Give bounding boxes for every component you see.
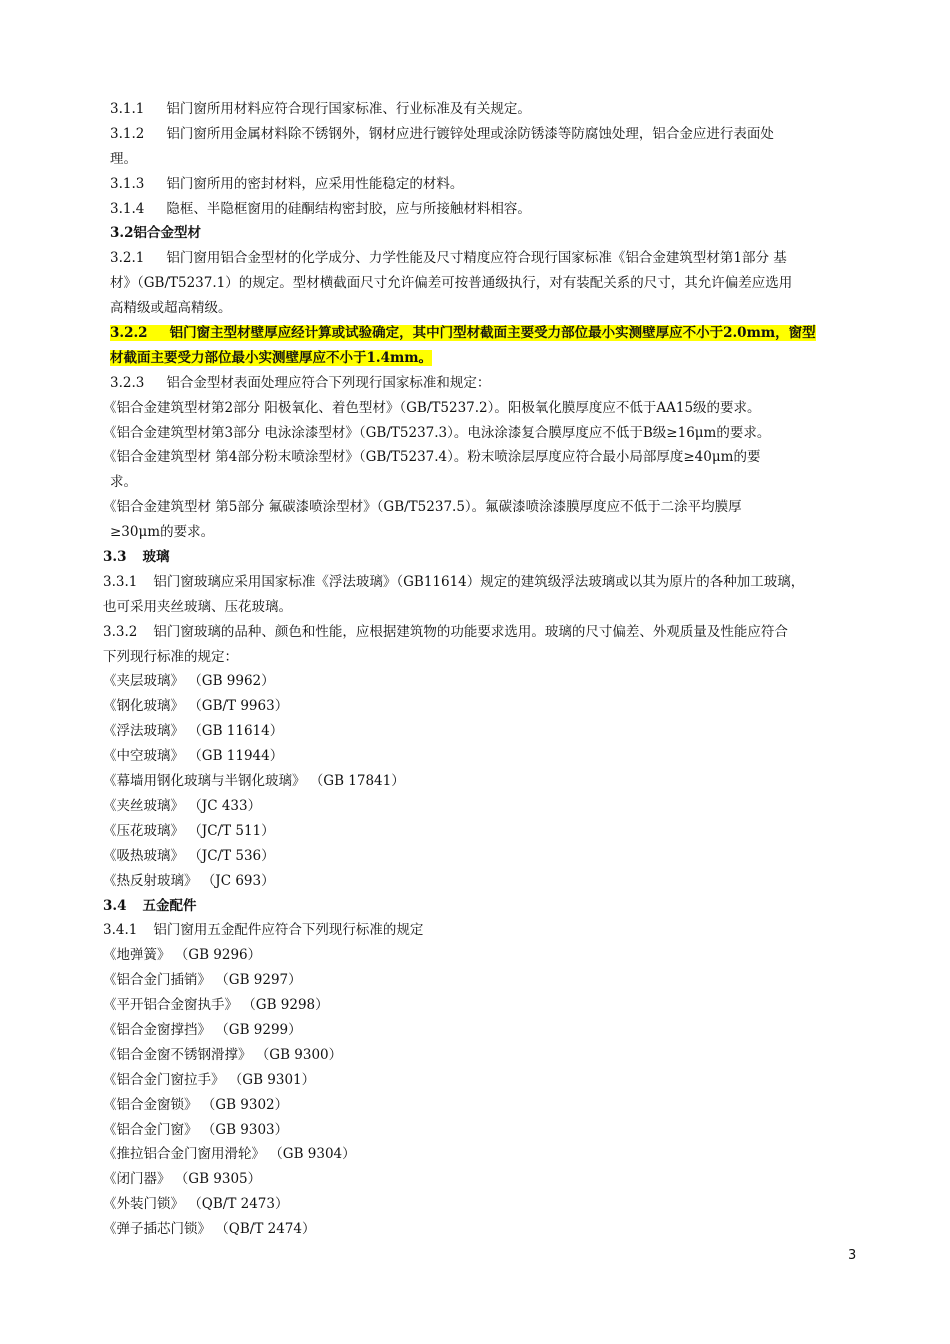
clause-text: 铝门窗主型材壁厚应经计算或试验确定，其中门型材截面主要受力部位最小实测壁厚应不小于2.0mm，窗型 (169, 325, 816, 342)
clause-number: 3.3.2 (103, 623, 138, 640)
list-item: 《钢化玻璃》 （GB/T 9963） (103, 698, 289, 715)
clause-3-2-2-highlighted (110, 321, 840, 346)
clause-text: 铝门窗所用的密封材料，应采用性能稳定的材料。 (166, 175, 464, 192)
clause-text: 铝门窗玻璃的品种、颜色和性能，应根据建筑物的功能要求选用。玻璃的尺寸偏差、外观质量及性能应符合 (153, 623, 788, 640)
clause-3-1-2 (110, 122, 840, 147)
list-item: 《铝合金窗撑挡》 （GB 9299） (103, 1021, 302, 1038)
list-item: 《铝合金窗锁》 （GB 9302） (103, 1096, 289, 1113)
page-number: 3 (848, 1248, 857, 1263)
clause-text: 铝门窗所用金属材料除不锈钢外，钢材应进行镀锌处理或涂防锈漆等防腐蚀处理，铝合金应进行表面处 (166, 125, 774, 142)
list-item: 《幕墙用钢化玻璃与半钢化玻璃》 （GB 17841） (103, 773, 405, 790)
clause-3-2-3 (110, 371, 840, 396)
list-item: 《铝合金窗不锈钢滑撑》 （GB 9300） (103, 1046, 343, 1063)
section-heading-3-2: 3.2铝合金型材 (110, 225, 201, 242)
list-item: 《吸热玻璃》 （JC/T 536） (103, 847, 275, 864)
list-item: 《闭门器》 （GB 9305） (103, 1171, 262, 1188)
list-item: 《地弹簧》 （GB 9296） (103, 947, 262, 964)
list-item: 《中空玻璃》 （GB 11944） (103, 748, 284, 765)
clause-number: 3.1.1 (110, 101, 145, 117)
clause-number: 3.1.3 (110, 175, 145, 192)
section-title: 五金配件 (142, 897, 197, 914)
clause-3-1-1 (110, 97, 840, 122)
clause-number: 3.3.1 (103, 573, 138, 590)
clause-text: 材截面主要受力部位最小实测壁厚应不小于1.4mm。 (110, 349, 433, 366)
document-body (103, 97, 840, 1242)
standard-gb-t5237-4: 《铝合金建筑型材 第4部分粉末喷涂型材》（GB/T5237.4）。粉末喷涂层厚度应符合最小局部厚度≥40μm的要 (103, 449, 761, 466)
clause-number: 3.1.2 (110, 125, 145, 142)
clause-text: 隐框、半隐框窗用的硅酮结构密封胶，应与所接触材料相容。 (166, 200, 531, 217)
list-item: 《铝合金门窗拉手》 （GB 9301） (103, 1071, 316, 1088)
clause-3-3-2-line2: 下列现行标准的规定： (103, 648, 238, 665)
clause-text: 铝门窗所用材料应符合现行国家标准、行业标准及有关规定。 (166, 101, 531, 117)
clause-3-3-2 (103, 620, 840, 645)
standard-gb-t5237-2: 《铝合金建筑型材第2部分 阳极氧化、着色型材》（GB/T5237.2）。阳极氧化膜厚度应不低于AA15级的要求。 (103, 399, 761, 416)
clause-3-2-1-line3: 高精级或超高精级。 (110, 300, 232, 317)
section-number: 3.3 (103, 549, 127, 566)
clause-3-3-1-line2: 也可采用夹丝玻璃、压花玻璃。 (103, 598, 292, 615)
list-item: 《外装门锁》 （QB/T 2473） (103, 1196, 289, 1213)
list-item: 《弹子插芯门锁》 （QB/T 2474） (103, 1221, 316, 1238)
clause-3-2-1-line2: 材》（GB/T5237.1）的规定。型材横截面尺寸允许偏差可按普通级执行，对有装配关系的尺寸，其允许偏差应选用 (110, 275, 793, 292)
clause-number: 3.2.2 (110, 325, 148, 342)
clause-3-1-3 (110, 172, 840, 197)
list-item: 《铝合金门插销》 （GB 9297） (103, 972, 302, 989)
list-item: 《压花玻璃》 （JC/T 511） (103, 822, 275, 839)
clause-3-4-1 (103, 918, 840, 943)
clause-3-2-2-line2-highlighted (110, 346, 840, 371)
clause-3-3-1 (103, 570, 840, 595)
list-item: 《推拉铝合金门窗用滑轮》 （GB 9304） (103, 1146, 356, 1163)
list-item: 《夹层玻璃》 （GB 9962） (103, 673, 275, 690)
clause-text: 铝合金型材表面处理应符合下列现行国家标准和规定： (166, 374, 491, 391)
section-heading-3-3 (103, 545, 840, 570)
list-item: 《浮法玻璃》 （GB 11614） (103, 723, 284, 740)
clause-text: 理。 (110, 150, 137, 167)
clause-3-1-2-continued (110, 147, 840, 172)
clause-text: 铝门窗用五金配件应符合下列现行标准的规定 (153, 922, 424, 939)
standard-gb-t5237-3: 《铝合金建筑型材第3部分 电泳涂漆型材》（GB/T5237.3）。电泳涂漆复合膜厚度应不低于B级≥16μm的要求。 (103, 424, 771, 441)
clause-3-2-1 (110, 246, 840, 271)
standard-gb-t5237-4-line2: 求。 (110, 474, 137, 491)
list-item: 《铝合金门窗》 （GB 9303） (103, 1121, 289, 1138)
clause-number: 3.1.4 (110, 200, 145, 217)
section-number: 3.4 (103, 897, 127, 914)
clause-number: 3.4.1 (103, 922, 138, 939)
list-item: 《热反射玻璃》 （JC 693） (103, 872, 275, 889)
list-item: 《平开铝合金窗执手》 （GB 9298） (103, 997, 329, 1014)
clause-text: 铝门窗玻璃应采用国家标准《浮法玻璃》（GB11614）规定的建筑级浮法玻璃或以其为原片的各种加工玻璃， (153, 573, 805, 590)
hardware-standards-list (103, 943, 840, 1242)
standard-gb-t5237-5-line2: ≥30μm的要求。 (110, 524, 215, 541)
clause-number: 3.2.3 (110, 374, 145, 391)
clause-text: 铝门窗用铝合金型材的化学成分、力学性能及尺寸精度应符合现行国家标准《铝合金建筑型材第1部分 基 (166, 250, 787, 267)
section-heading-3-4 (103, 894, 840, 919)
clause-3-1-4 (110, 197, 840, 222)
standard-gb-t5237-5: 《铝合金建筑型材 第5部分 氟碳漆喷涂型材》（GB/T5237.5）。氟碳漆喷涂漆膜厚度应不低于二涂平均膜厚 (103, 499, 742, 516)
list-item: 《夹丝玻璃》 （JC 433） (103, 797, 262, 814)
clause-number: 3.2.1 (110, 250, 145, 267)
section-title: 玻璃 (142, 549, 170, 566)
glass-standards-list (103, 669, 840, 893)
